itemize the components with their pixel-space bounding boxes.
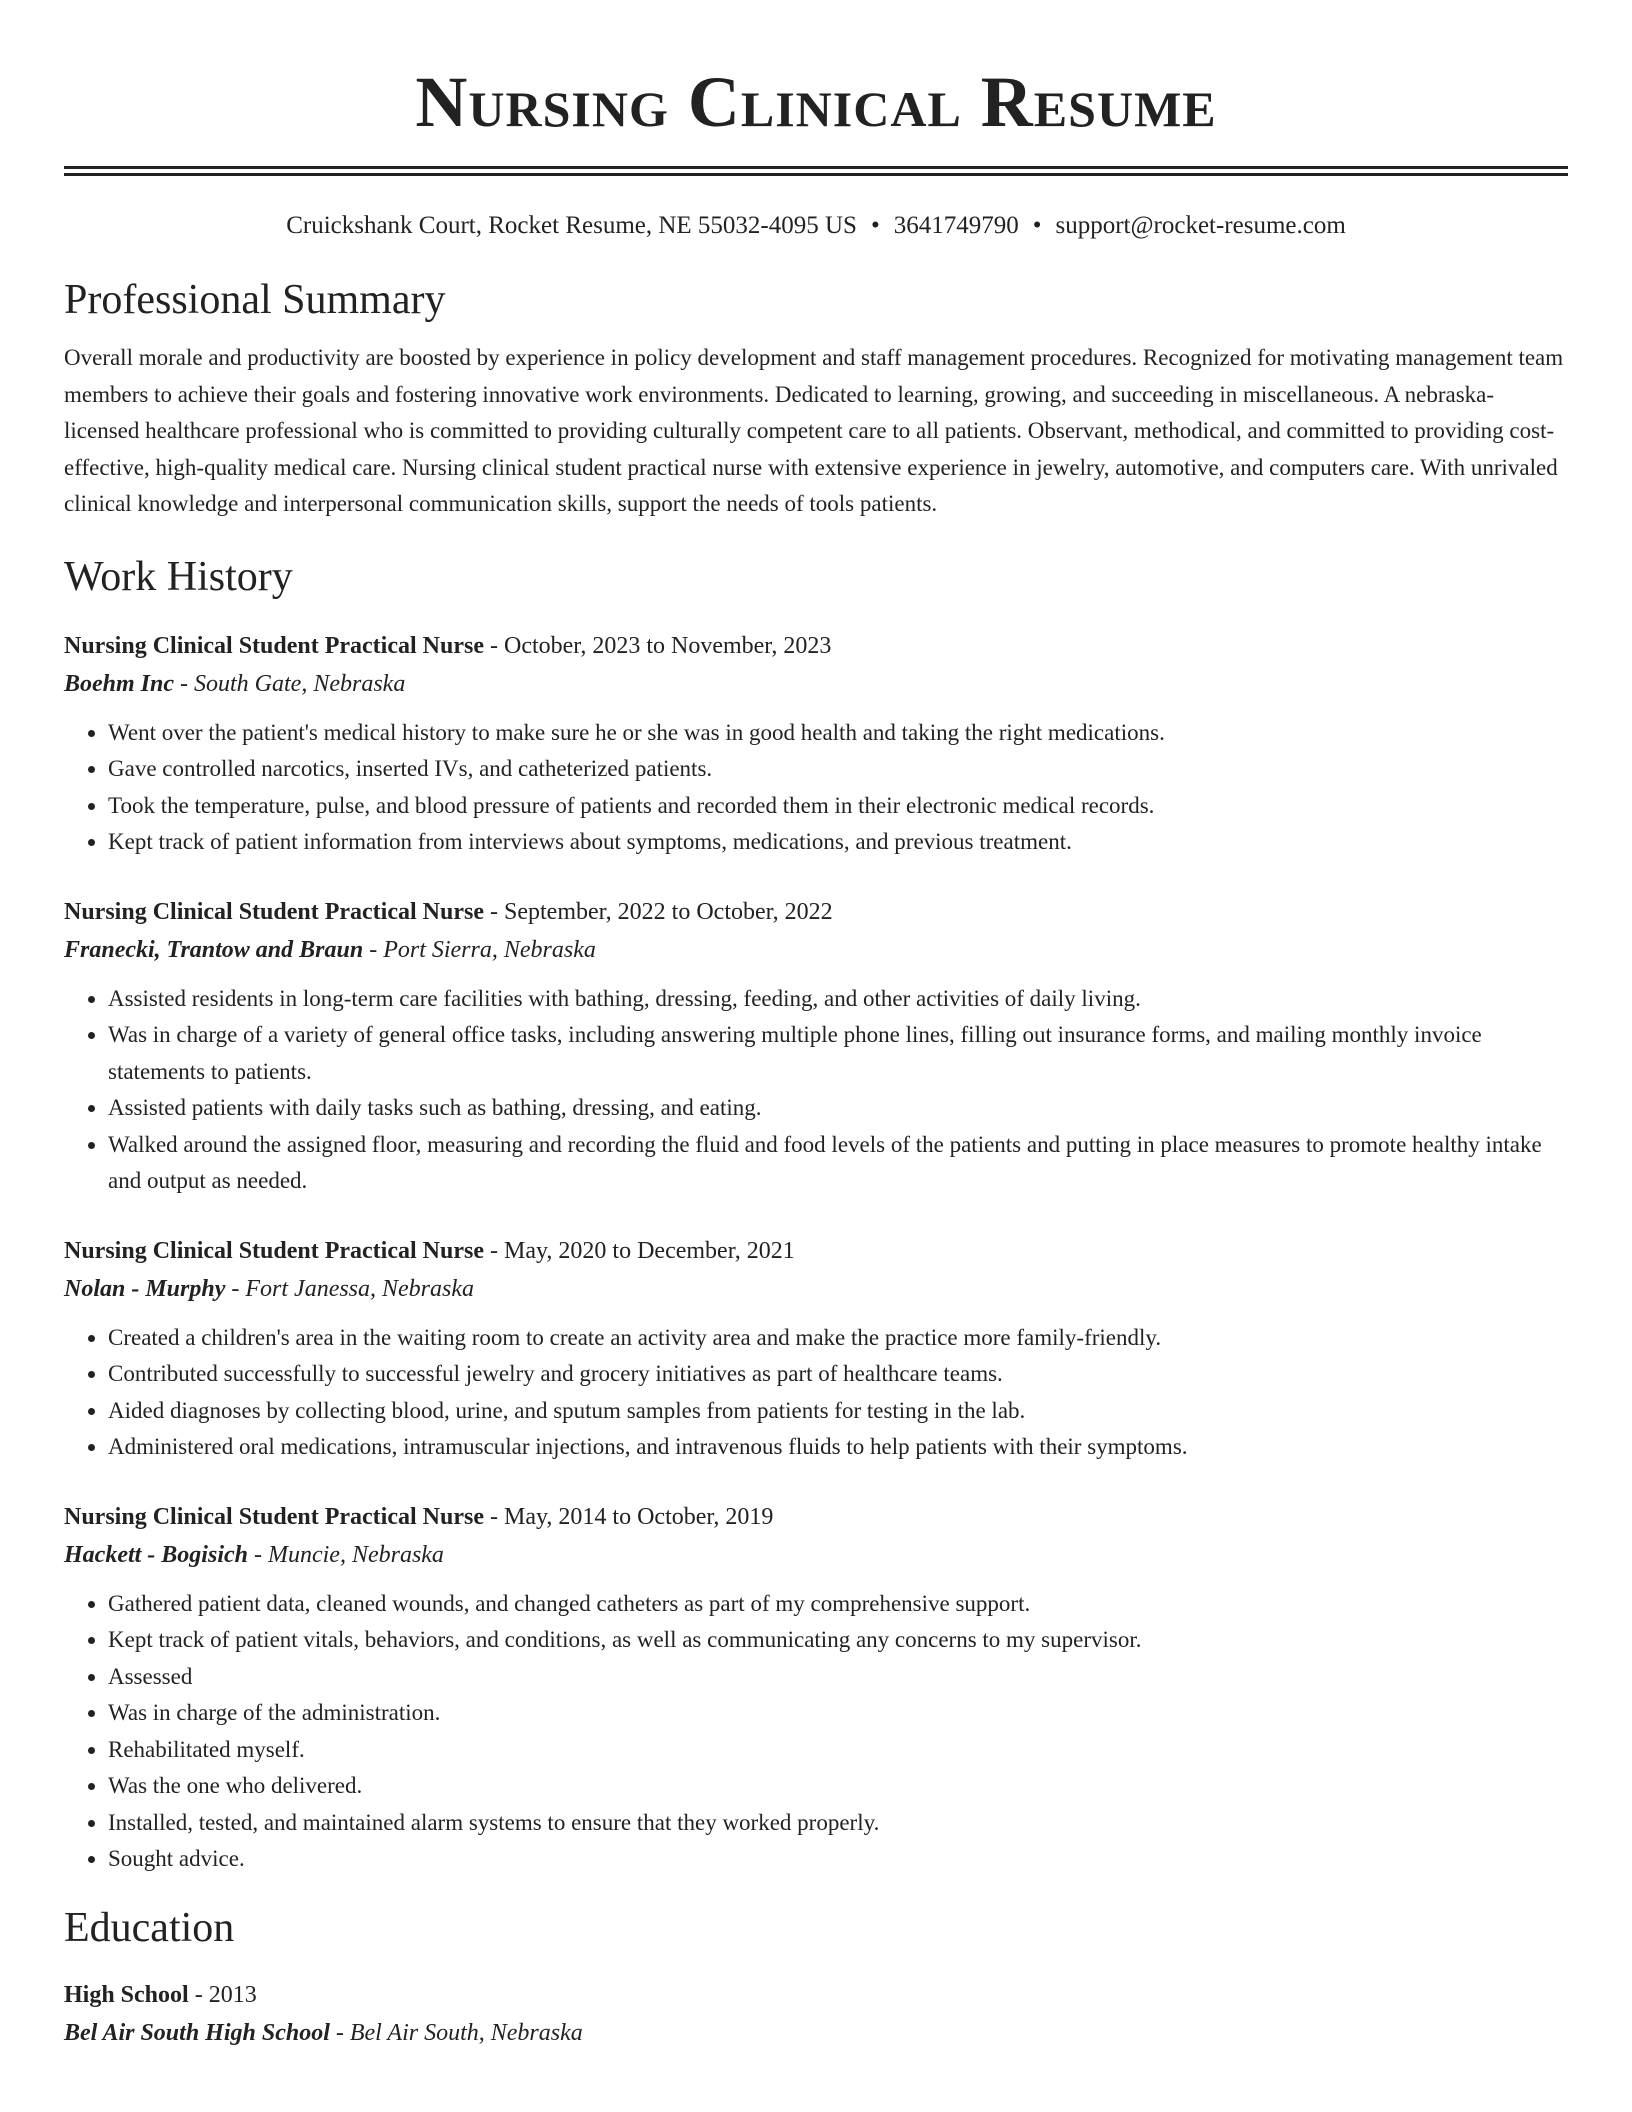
- education-school: Bel Air South High School: [64, 2019, 330, 2046]
- job-company: Franecki, Trantow and Braun: [64, 936, 364, 963]
- job-duties: [64, 1320, 1568, 1466]
- job-entry: [64, 1232, 1568, 1466]
- job-company: Hackett - Bogisich: [64, 1541, 248, 1568]
- education-degree: High School: [64, 1981, 189, 2008]
- job-duty: • Contributed successfully to successful jewelry and grocery initiatives as part of healthcare teams.: [108, 1356, 1568, 1393]
- education-location: - Bel Air South, Nebraska: [329, 2019, 583, 2046]
- job-duty: • Walked around the assigned floor, measuring and recording the fluid and food levels of the patients and putting in place measures to promote healthy intake and output as needed.: [108, 1127, 1568, 1200]
- job-duties: [64, 981, 1568, 1200]
- contact-separator: •: [1032, 212, 1042, 239]
- job-duty: • Gathered patient data, cleaned wounds, and changed catheters as part of my comprehensive support.: [108, 1586, 1568, 1623]
- job-company-line: [64, 1270, 1568, 1308]
- job-entry: [64, 1498, 1568, 1878]
- job-title-line: [64, 627, 1568, 665]
- job-title-line: [64, 893, 1568, 931]
- job-duty: • Kept track of patient vitals, behaviors, and conditions, as well as communicating any concerns to my supervisor.: [108, 1622, 1568, 1659]
- job-company: Nolan - Murphy: [64, 1275, 226, 1302]
- contact-email[interactable]: support@rocket-resume.com: [1055, 212, 1346, 239]
- job-company-line: [64, 931, 1568, 969]
- summary-text: Overall morale and productivity are boosted by experience in policy development and staff management procedures. Recognized for motivating management team members to achieve their goals and fostering innovative work environments. Dedicated to learning, growing, and succeeding in miscellaneous. A nebraska-licensed healthcare professional who is committed to providing culturally competent care to all patients. Observant, methodical, and committed to providing cost-effective, high-quality medical care. Nursing clinical student practical nurse with extensive experience in jewelry, automotive, and computers care. With unrivaled clinical knowledge and interpersonal communication skills, support the needs of tools patients.: [64, 345, 1564, 516]
- education-heading: Education: [64, 1904, 235, 1951]
- job-duty: • Installed, tested, and maintained alarm systems to ensure that they worked properly.: [108, 1805, 1568, 1842]
- job-location: - Fort Janessa, Nebraska: [225, 1275, 475, 1302]
- job-company: Boehm Inc: [64, 670, 175, 697]
- job-duty: • Went over the patient's medical history to make sure he or she was in good health and taking the right medications.: [108, 715, 1568, 752]
- job-location: - South Gate, Nebraska: [174, 670, 406, 697]
- job-duty: • Created a children's area in the waiting room to create an activity area and make the practice more family-friendly.: [108, 1320, 1568, 1357]
- job-company-line: [64, 1536, 1568, 1574]
- job-entry: [64, 627, 1568, 861]
- education-entry: [64, 1976, 1568, 2052]
- job-duty: • Was in charge of a variety of general office tasks, including answering multiple phone lines, filling out insurance forms, and mailing monthly invoice statements to patients.: [108, 1017, 1568, 1090]
- job-dates: - October, 2023 to November, 2023: [484, 632, 832, 659]
- job-title-line: [64, 1232, 1568, 1270]
- job-location: - Port Sierra, Nebraska: [363, 936, 596, 963]
- job-duty: • Was in charge of the administration.: [108, 1695, 1568, 1732]
- resume-title: Nursing Clinical Resume: [415, 62, 1217, 142]
- contact-address: Cruickshank Court, Rocket Resume, NE 55032-4095 US: [286, 212, 857, 239]
- job-duty: • Administered oral medications, intramuscular injections, and intravenous fluids to help patients with their symptoms.: [108, 1429, 1568, 1466]
- job-dates: - September, 2022 to October, 2022: [484, 898, 833, 925]
- contact-phone: 3641749790: [893, 212, 1019, 239]
- job-location: - Muncie, Nebraska: [247, 1541, 444, 1568]
- job-dates: - May, 2014 to October, 2019: [484, 1503, 774, 1530]
- job-duty: • Assisted residents in long-term care facilities with bathing, dressing, feeding, and other activities of daily living.: [108, 981, 1568, 1018]
- summary-heading: Professional Summary: [64, 277, 446, 323]
- job-duty: • Was the one who delivered.: [108, 1768, 1568, 1805]
- job-duty: • Gave controlled narcotics, inserted IVs, and catheterized patients.: [108, 751, 1568, 788]
- education-year: - 2013: [188, 1981, 257, 2008]
- job-duty: • Assessed: [108, 1659, 1568, 1696]
- job-company-line: [64, 665, 1568, 703]
- job-duty: • Rehabilitated myself.: [108, 1732, 1568, 1769]
- job-duty: • Assisted patients with daily tasks such as bathing, dressing, and eating.: [108, 1090, 1568, 1127]
- job-role: Nursing Clinical Student Practical Nurse: [64, 1237, 484, 1264]
- work-history-heading: Work History: [64, 553, 293, 600]
- job-role: Nursing Clinical Student Practical Nurse: [64, 1503, 484, 1530]
- job-duty: • Kept track of patient information from interviews about symptoms, medications, and previous treatment.: [108, 824, 1568, 861]
- contact-line: [64, 210, 1568, 242]
- education-school-line: [64, 2014, 1568, 2052]
- job-role: Nursing Clinical Student Practical Nurse: [64, 898, 484, 925]
- job-title-line: [64, 1498, 1568, 1536]
- title-divider: [64, 166, 1568, 176]
- education-degree-line: [64, 1976, 1568, 2014]
- job-duties: [64, 1586, 1568, 1878]
- job-role: Nursing Clinical Student Practical Nurse: [64, 632, 484, 659]
- contact-separator: •: [870, 212, 880, 239]
- job-dates: - May, 2020 to December, 2021: [484, 1237, 795, 1264]
- job-duties: [64, 715, 1568, 861]
- job-duty: • Aided diagnoses by collecting blood, urine, and sputum samples from patients for testing in the lab.: [108, 1393, 1568, 1430]
- job-duty: • Sought advice.: [108, 1841, 1568, 1878]
- resume-page: [64, 0, 1568, 2052]
- job-duty: • Took the temperature, pulse, and blood pressure of patients and recorded them in their electronic medical records.: [108, 788, 1568, 825]
- job-entry: [64, 893, 1568, 1200]
